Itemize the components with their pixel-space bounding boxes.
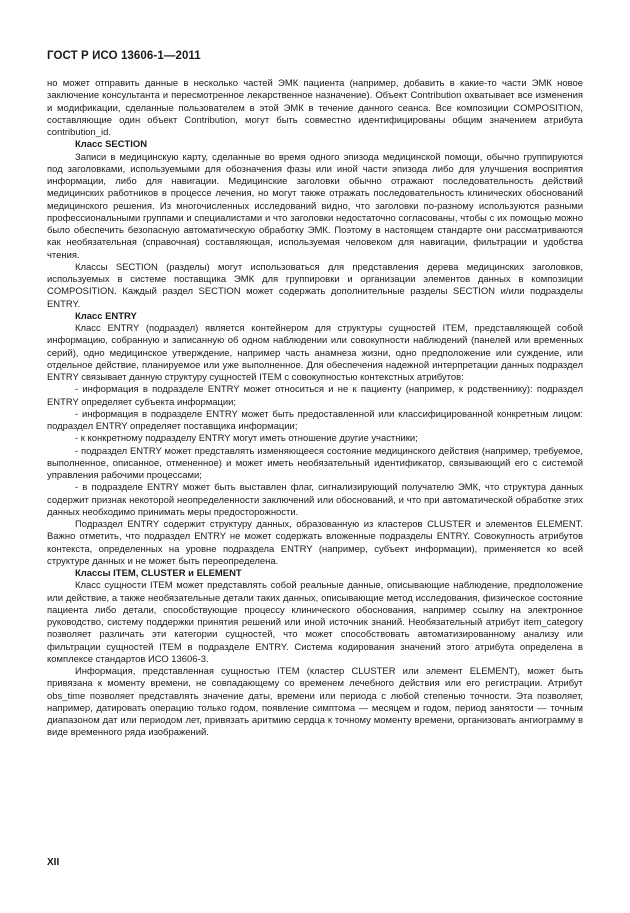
- paragraph-section-headings: Записи в медицинскую карту, сделанные во время одного эпизода медицинской помощи, обычно группируются под заголовками, используемыми для обозначения фазы или иной части эпизода либо для улучшения восприятия информации, либо для навигации. Медицинские заголовки обычно отражают последовательность действий медицинских работников в процессе лечения, но могут также отражать последовательность клинических обоснований медицинского решения. Из многочисленных исследований видно, что заголовки по-разному используются разными профессиональными группами и специалистами и что заголовки недостаточно согласованы, чтобы с их помощью можно было обеспечить безопасную автоматическую обработку ЭМК. Поэтому в настоящем стандарте они рассматриваются как необязательная (справочная) составляющая, используемая человеком для навигации, фильтрации и удобства чтения.: [47, 151, 583, 261]
- list-item-entry-flag: - в подразделе ENTRY может быть выставлен флаг, сигнализирующий получателю ЭМК, что структура данных содержит признак некоторой неопределенности заключений или обоснований, и что при автоматической обработке этих данных необходимо принимать меры предосторожности.: [47, 482, 583, 518]
- heading-item-classes: Классы ITEM, CLUSTER и ELEMENT: [75, 568, 242, 579]
- paragraph-item-time: Информация, представленная сущностью ITEM (кластер CLUSTER или элемент ELEMENT), может быть привязана к моменту времени, не совпадающему со временем лечебного действия или его регистрации. Атрибут obs_time позволяет представлять значение даты, времени или периода с любой степенью точности. Эта позволяет, например, датировать операцию только годом, появление симптома — месяцем и годом, период занятости — точным диапазоном дат или периодом лет, привязать аритмию сердца к точному моменту времени, организовать ангиограмму в виде временного ряда изображений.: [47, 666, 583, 739]
- paragraph-entry-container: Класс ENTRY (подраздел) является контейнером для структуры сущностей ITEM, представляющей собой информацию, собранную и записанную об одном наблюдении или совокупности наблюдений (панелей или временных серий), одно медицинское утверждение, например часть анамнеза жизни, одно предположение или суждение, или отдельное действие, планируемое или уже выполненное. Для обеспечения надежной интерпретации данных подраздел ENTRY связывает данную структуру сущностей ITEM с совокупностью контекстных атрибутов:: [47, 323, 583, 383]
- document-body: [47, 78, 583, 740]
- heading-section-class: Класс SECTION: [75, 139, 148, 151]
- page-header: ГОСТ Р ИСО 13606-1—2011: [47, 50, 201, 62]
- list-item-entry-provider: - информация в подразделе ENTRY может быть предоставленной или классифицированной конкретным лицом: подраздел ENTRY определяет поставщика информации;: [47, 408, 583, 432]
- page-number: XII: [47, 857, 60, 868]
- paragraph-item-data: Класс сущности ITEM может представлять собой реальные данные, описывающие наблюдение, предположение или действие, а также необязательные детали таких данных, описывающие метод исследования, физическое состояние пациента либо детали, способствующие процессу клинического обоснования, например ссылку на электронное руководство, систему поддержки принятия решений или иной источник знаний. Необязательный атрибут item_category позволяет различать эти категории сущностей, что может способствовать автоматизированному анализу или фильтрации сущностей ITEM в подразделе ENTRY. Система кодирования значений этого атрибута определена в комплексе стандартов ИСО 13606-3.: [47, 580, 583, 665]
- paragraph-entry-structure: Подраздел ENTRY содержит структуру данных, образованную из кластеров CLUSTER и элементов ELEMENT. Важно отметить, что подраздел ENTRY не может содержать вложенные подразделы ENTRY. Совокупность атрибутов контекста, определенных на уровне подраздела ENTRY (например, субъект информации), применяется ко всей структуре данных и не может быть переопределена.: [47, 519, 583, 567]
- paragraph-section-tree: Классы SECTION (разделы) могут использоваться для представления дерева медицинских заголовков, используемых в системе поставщика ЭМК для группировки и организации элементов данных в композиции COMPOSITION. Каждый раздел SECTION может содержать дополнительные разделы SECTION и/или подразделы ENTRY.: [47, 261, 583, 310]
- heading-entry-class: Класс ENTRY: [75, 310, 137, 322]
- list-item-entry-subject: - информация в подразделе ENTRY может относиться и не к пациенту (например, к родственнику): подраздел ENTRY определяет субъекта информации;: [47, 384, 583, 408]
- list-item-entry-state: - подраздел ENTRY может представлять изменяющееся состояние медицинского действия (например, требуемое, выполненное, описанное, отмененное) и может иметь необязательный идентификатор, связывающий его с системой управления рабочими процессами;: [47, 445, 583, 481]
- paragraph-contribution: но может отправить данные в несколько частей ЭМК пациента (например, добавить в какие-то части ЭМК новое заключение консультанта и пересмотренное лекарственное назначение). Объект Contribution охватывает все изменения и модификации, сделанные пользователем в этой ЭМК в течение данного сеанса. Все композиции COMPOSITION, составляющие один объект Contribution, могут быть совместно идентифицированы общим значением атрибута contribution_id.: [47, 78, 583, 138]
- list-item-entry-participants: - к конкретному подразделу ENTRY могут иметь отношение другие участники;: [75, 433, 418, 445]
